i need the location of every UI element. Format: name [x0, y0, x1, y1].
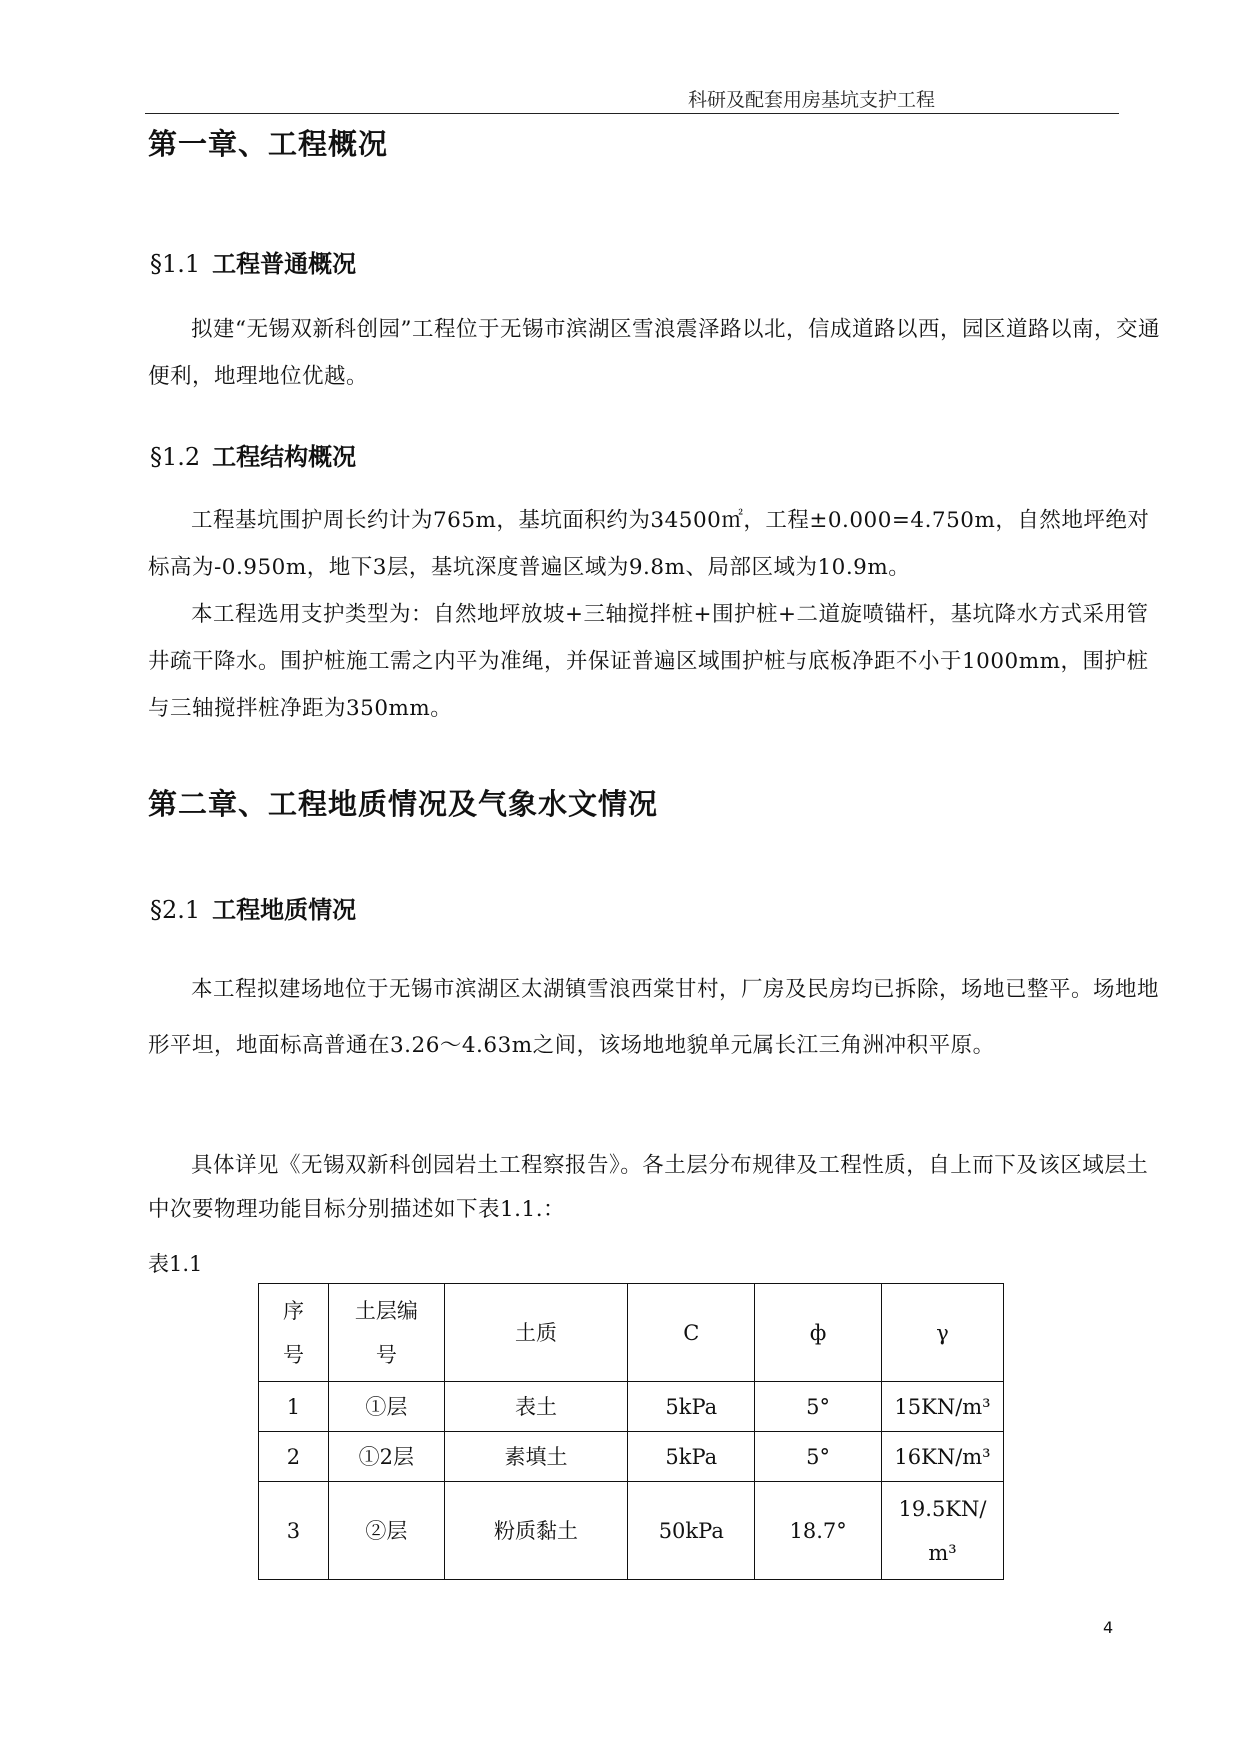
table-cell: 3	[259, 1482, 329, 1580]
paragraph-pit-dimensions: 工程基坑围护周长约计为765m，基坑面积约为34500㎡，工程±0.000=4.750m，自然地坪绝对标高为-0.950m，地下3层，基坑深度普遍区域为9.8m、局部区域为10.9m。	[148, 508, 1150, 580]
paragraph-project-location: 拟建“无锡双新科创园”工程位于无锡市滨湖区雪浪震泽路以北，信成道路以西，园区道路以南，交通便利，地理地位优越。	[148, 317, 1160, 389]
table-cell: 50kPa	[628, 1482, 755, 1580]
table-header-row	[259, 1284, 1004, 1382]
chapter-2-title: 第二章、工程地质情况及气象水文情况	[148, 787, 659, 821]
table-cell: 表土	[444, 1382, 628, 1432]
table-cell: 2	[259, 1432, 329, 1482]
header-divider	[145, 113, 1119, 114]
paragraph-support-type: 本工程选用支护类型为：自然地坪放坡+三轴搅拌桩+围护桩+二道旋喷锚杆，基坑降水方式采用管井疏干降水。围护桩施工需之内平为准绳，并保证普遍区域围护桩与底板净距不小于1000mm，围护桩与三轴搅拌桩净距为350mm。	[148, 602, 1149, 721]
section-number: §2.1	[150, 896, 201, 924]
table-cell: ①2层	[328, 1432, 444, 1482]
section-title: 工程地质情况	[212, 896, 357, 924]
table-row	[259, 1432, 1004, 1482]
table-cell: 5kPa	[628, 1382, 755, 1432]
section-1-1-heading	[150, 244, 356, 279]
table-row	[259, 1482, 1004, 1580]
section-number: §1.1	[150, 250, 201, 278]
header-cell: C	[628, 1284, 755, 1382]
section-number: §1.2	[150, 443, 201, 471]
table-cell: ②层	[328, 1482, 444, 1580]
table-cell: 16KN/m³	[882, 1432, 1004, 1482]
section-title: 工程普通概况	[212, 250, 357, 278]
table-cell: 15KN/m³	[882, 1382, 1004, 1432]
section-2-1-heading	[150, 890, 356, 925]
header-cell: γ	[882, 1284, 1004, 1382]
table-cell: 1	[259, 1382, 329, 1432]
header-cell: 土质	[444, 1284, 628, 1382]
section-title: 工程结构概况	[212, 443, 357, 471]
table-cell: ①层	[328, 1382, 444, 1432]
table-cell: 粉质黏土	[444, 1482, 628, 1580]
section-1-2-heading	[150, 437, 356, 472]
header-cell: ф	[755, 1284, 882, 1382]
chapter-1-title: 第一章、工程概况	[148, 127, 389, 161]
header-cell: 序号	[259, 1284, 329, 1382]
soil-properties-table	[258, 1283, 1004, 1580]
paragraph-site-description: 本工程拟建场地位于无锡市滨湖区太湖镇雪浪西棠甘村，厂房及民房均已拆除，场地已整平。场地地形平坦，地面标高普通在3.26～4.63m之间，该场地地貌单元属长江三角洲冲积平原。	[148, 977, 1160, 1058]
table-row	[259, 1382, 1004, 1432]
table-cell: 18.7°	[755, 1482, 882, 1580]
table-cell: 19.5KN/m³	[882, 1482, 1004, 1580]
page-number: 4	[1103, 1618, 1114, 1637]
table-cell: 5°	[755, 1382, 882, 1432]
table-cell: 素填土	[444, 1432, 628, 1482]
paragraph-report-reference: 具体详见《无锡双新科创园岩土工程察报告》。各土层分布规律及工程性质，自上而下及该区域层土中次要物理功能目标分别描述如下表1.1.：	[148, 1153, 1149, 1222]
header-title: 科研及配套用房基坑支护工程	[687, 89, 935, 111]
table-cell: 5°	[755, 1432, 882, 1482]
table-caption: 表1.1	[148, 1252, 203, 1276]
header-cell: 土层编号	[328, 1284, 444, 1382]
table-cell: 5kPa	[628, 1432, 755, 1482]
